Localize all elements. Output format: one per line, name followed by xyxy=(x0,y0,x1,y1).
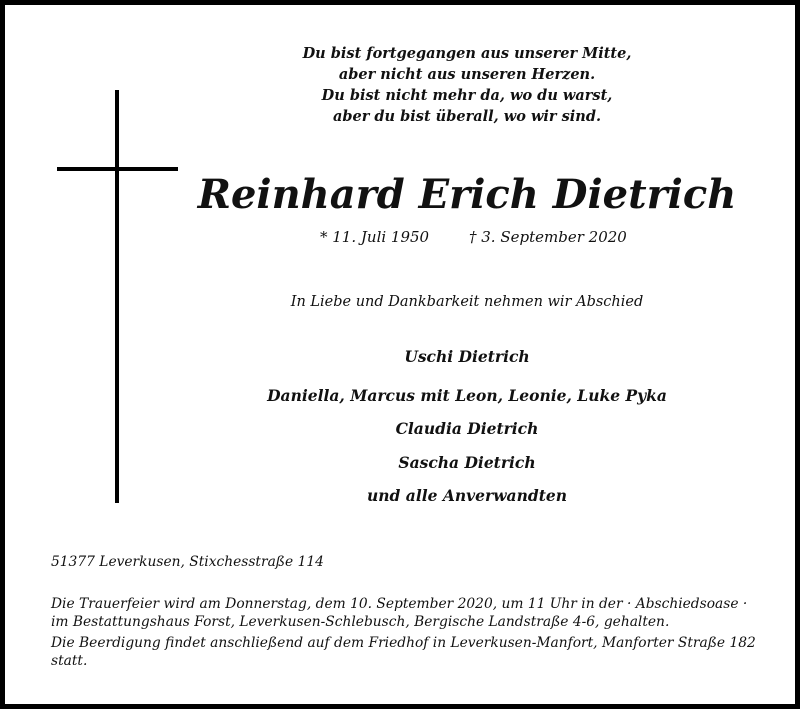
farewell-intro: In Liebe und Dankbarkeit nehmen wir Abschied xyxy=(290,294,644,310)
death-date: † 3. September 2020 xyxy=(469,228,627,246)
burial-line: Die Beerdigung findet anschließend auf dem Friedhof in Leverkusen-Manfort, Manforter Straße 182 xyxy=(51,635,756,651)
burial-line: statt. xyxy=(51,653,88,669)
ceremony-line: Die Trauerfeier wird am Donnerstag, dem 10. September 2020, um 11 Uhr in der · Abschiedsoase · xyxy=(51,596,748,612)
family-address xyxy=(51,553,771,571)
mourner-entry: Uschi Dietrich xyxy=(404,347,530,366)
birth-date: * 11. Juli 1950 xyxy=(320,228,430,246)
poem-line: aber nicht aus unseren Herzen. xyxy=(338,66,596,83)
cross-icon xyxy=(115,90,119,503)
mourner-entry: und alle Anverwandten xyxy=(367,486,567,505)
burial-info xyxy=(51,634,771,670)
ceremony-line: im Bestattungshaus Forst, Leverkusen-Schlebusch, Bergische Landstraße 4-6, gehalten. xyxy=(51,614,670,630)
mourner-entry: Claudia Dietrich xyxy=(395,419,539,438)
cross-icon-crossbar xyxy=(57,167,178,171)
deceased-name: Reinhard Erich Dietrich xyxy=(197,171,737,218)
funeral-ceremony-info xyxy=(51,595,771,631)
memorial-poem xyxy=(245,43,689,127)
poem-line: Du bist fortgegangen aus unserer Mitte, xyxy=(302,45,632,62)
poem-line: aber du bist überall, wo wir sind. xyxy=(332,108,602,125)
mourner-entry: Daniella, Marcus mit Leon, Leonie, Luke Pyka xyxy=(267,386,667,405)
address-line: 51377 Leverkusen, Stixchesstraße 114 xyxy=(51,554,324,570)
poem-line: Du bist nicht mehr da, wo du warst, xyxy=(321,87,613,104)
mourner-entry: Sascha Dietrich xyxy=(398,453,536,472)
